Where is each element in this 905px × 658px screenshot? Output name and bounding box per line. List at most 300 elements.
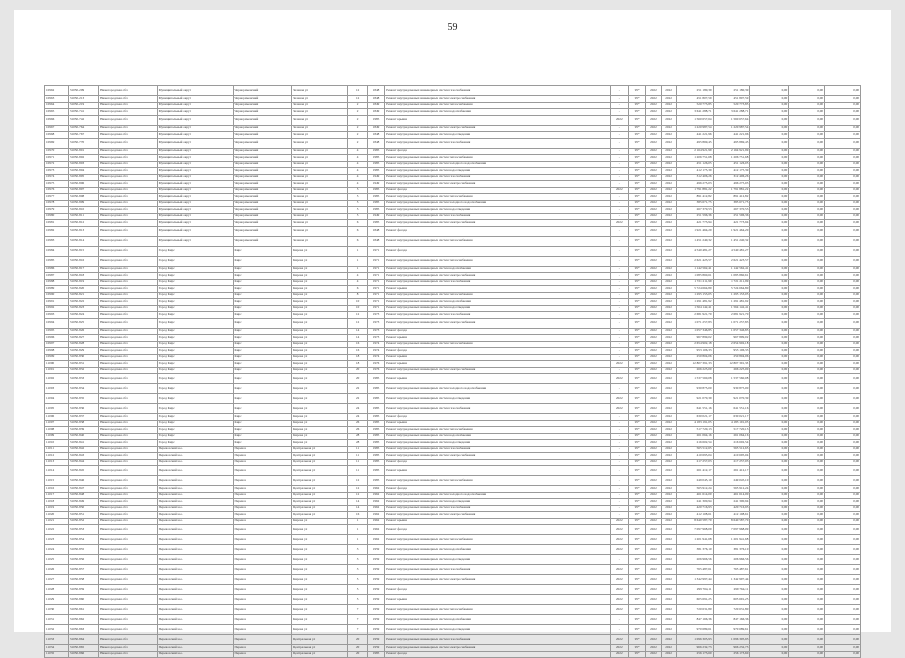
table-cell: 31050-852 [68, 518, 98, 525]
table-cell: 2022 [610, 545, 628, 555]
table-cell: 605 691,25 [713, 595, 750, 605]
table-cell: 10965 [45, 109, 69, 116]
table-cell: 2 [348, 102, 368, 109]
table-cell: - [610, 155, 628, 162]
table-cell: 11034 [45, 645, 69, 652]
table-cell: Ремонт крыши [385, 420, 610, 427]
table-cell: 251 180,39 [713, 86, 750, 96]
table-cell: 1985 [367, 459, 384, 466]
table-cell: 2022 [661, 651, 676, 658]
table-cell: 1 085 860,61 [713, 273, 750, 280]
table-cell: 1 451 240,32 [676, 236, 713, 246]
table-cell: 2022 [646, 109, 661, 116]
table-cell: Ремонт внутридомовых инженерных систем теплоснабжения [385, 194, 610, 201]
table-cell: Перевоз [233, 625, 292, 635]
table-cell: 2022 [661, 535, 676, 545]
table-cell: Кирова ул [292, 565, 348, 575]
table-cell: 412 108,61 [676, 512, 713, 519]
table-cell: 0,00 [825, 318, 861, 328]
table-cell: 95* [629, 312, 646, 319]
table-cell: 95* [629, 440, 646, 447]
table-cell: 0,00 [825, 453, 861, 460]
table-cell: 11019 [45, 505, 69, 512]
table-cell: 2022 [661, 138, 676, 148]
table-cell: Кирс [233, 341, 292, 348]
table-cell: 10984 [45, 246, 69, 256]
table-cell: Нижегородская обл [99, 132, 158, 139]
table-cell: 461 614,00 [713, 492, 750, 499]
table-cell: 0,00 [825, 86, 861, 96]
table-cell: 520 773,85 [713, 102, 750, 109]
table-cell: 0,00 [789, 335, 825, 342]
table-cell: 2022 [661, 433, 676, 440]
table-cell: 0,00 [750, 109, 789, 116]
table-cell: 0,00 [750, 200, 789, 207]
table-cell: 31050-807 [68, 187, 98, 194]
table-cell: Центральная ул [292, 635, 348, 645]
table-cell: 2022 [646, 115, 661, 125]
table-cell: Чернораменский [233, 207, 292, 214]
table-cell: 95* [629, 354, 646, 361]
table-cell: 0,00 [789, 545, 825, 555]
table-cell: Кирс [233, 354, 292, 361]
table-cell: 605 691,25 [676, 595, 713, 605]
table-cell: 11 [348, 466, 368, 476]
table-cell: 2022 [661, 96, 676, 103]
table-cell: 0,00 [789, 651, 825, 658]
table-cell: Ремонт внутридомовых инженерных систем электроснабжения [385, 575, 610, 585]
table-cell: - [610, 459, 628, 466]
table-cell: 31050-850 [68, 505, 98, 512]
table-cell: Зеленая ул [292, 96, 348, 103]
table-cell: Перевозский м.о. [157, 459, 233, 466]
table-cell: Ремонт крыши [385, 466, 610, 476]
table-cell: Чернораменский [233, 86, 292, 96]
table-cell: 10978 [45, 200, 69, 207]
table-cell: 95* [629, 384, 646, 394]
table-cell: 0,00 [750, 585, 789, 595]
table-cell: 28 [348, 440, 368, 447]
table-cell: 95* [629, 404, 646, 414]
table-cell: 1 564 142,41 [713, 305, 750, 312]
table-cell: 95* [629, 132, 646, 139]
table-cell: 0,00 [789, 96, 825, 103]
table-cell: 1849 [367, 109, 384, 116]
table-cell: 10998 [45, 348, 69, 355]
table-cell: 1985 [367, 168, 384, 175]
table-cell: 11032 [45, 625, 69, 635]
table-cell: 0,00 [789, 394, 825, 404]
table-cell: 31050-818 [68, 273, 98, 280]
table-cell: 2022 [661, 440, 676, 447]
table-cell: Зеленая ул [292, 207, 348, 214]
table-cell: 0,00 [789, 499, 825, 506]
table-cell: Нижегородская обл [99, 585, 158, 595]
table-cell: Нижегородская обл [99, 427, 158, 434]
table-cell: 2022 [646, 615, 661, 625]
table-cell: 95* [629, 492, 646, 499]
table-cell: 2022 [661, 555, 676, 565]
table-cell: 0,00 [825, 174, 861, 181]
table-cell: 2022 [646, 605, 661, 615]
table-cell: Кирова ул [292, 384, 348, 394]
table-cell: 11009 [45, 433, 69, 440]
table-cell: Кирова ул [292, 518, 348, 525]
table-cell: 95* [629, 427, 646, 434]
table-cell: 10981 [45, 220, 69, 227]
table-cell: 0,00 [825, 109, 861, 116]
table-cell: 2022 [646, 279, 661, 286]
table-cell: Перевоз [233, 499, 292, 506]
table-cell: 1985 [367, 394, 384, 404]
table-cell: 0,00 [789, 476, 825, 486]
table-cell: 420 716,93 [676, 505, 713, 512]
table-cell: 2022 [661, 318, 676, 328]
table-cell: 10962 [45, 86, 69, 96]
table-cell: 410 695,04 [713, 453, 750, 460]
table-cell: 4 [348, 161, 368, 168]
table-row [45, 575, 861, 585]
table-cell: 2022 [646, 148, 661, 155]
table-cell: 95* [629, 213, 646, 220]
table-cell: 1 342 997,44 [676, 575, 713, 585]
table-cell: - [610, 125, 628, 132]
table-cell: 2022 [646, 181, 661, 188]
table-cell: 0,00 [789, 220, 825, 227]
table-cell: 0,00 [825, 518, 861, 525]
table-cell: 2022 [646, 476, 661, 486]
table-cell: 95* [629, 318, 646, 328]
table-cell: 11013 [45, 459, 69, 466]
table-cell: Ремонт внутридомовых инженерных систем водоотведения [385, 625, 610, 635]
table-cell: Кирова ул [292, 625, 348, 635]
table-cell: 2022 [661, 354, 676, 361]
table-cell: 0,00 [825, 466, 861, 476]
table-cell: 0,00 [750, 635, 789, 645]
table-cell: 31050-801 [68, 148, 98, 155]
table-cell: 441 221,96 [713, 132, 750, 139]
table-cell: Чернораменский [233, 187, 292, 194]
table-cell: 0,00 [750, 213, 789, 220]
table-cell: 0,00 [750, 525, 789, 535]
table-cell: 0,00 [750, 476, 789, 486]
table-cell: 2 164 921,99 [713, 148, 750, 155]
table-cell: 3 [348, 555, 368, 565]
table-cell: 1973 [367, 328, 384, 335]
table-cell: Зеленая ул [292, 187, 348, 194]
table-cell: - [610, 348, 628, 355]
table-cell: 1971 [367, 256, 384, 266]
table-cell: 1985 [367, 420, 384, 427]
table-cell: Ремонт фасада [385, 148, 610, 155]
table-cell: 7 097 968,09 [713, 525, 750, 535]
table-cell: 7 [348, 605, 368, 615]
table-cell: 0,00 [789, 605, 825, 615]
table-cell: 2 [348, 132, 368, 139]
table-cell: 2022 [661, 499, 676, 506]
table-cell: Перевоз [233, 459, 292, 466]
table-cell: 16 [348, 348, 368, 355]
table-cell: 31050-816 [68, 256, 98, 266]
table-cell: 2022 [661, 194, 676, 201]
table-cell: 0,00 [825, 155, 861, 162]
table-cell: 921 070,39 [713, 394, 750, 404]
table-cell: 95* [629, 226, 646, 236]
table-cell: 0,00 [789, 312, 825, 319]
table-cell: 1962 [367, 518, 384, 525]
table-cell: Кирова ул [292, 585, 348, 595]
table-cell: 0,00 [750, 374, 789, 384]
table-cell: 2022 [646, 585, 661, 595]
table-cell: 565 912,24 [676, 486, 713, 493]
table-cell: Ремонт крыши [385, 361, 610, 368]
table-cell: 95* [629, 605, 646, 615]
table-cell: 1971 [367, 286, 384, 293]
table-cell: 31050-831 [68, 361, 98, 368]
table-cell: 312 406,26 [713, 174, 750, 181]
table-cell: 0,00 [825, 433, 861, 440]
table-cell: 891 412,82 [713, 194, 750, 201]
table-cell: 2022 [610, 635, 628, 645]
table-cell: 10971 [45, 155, 69, 162]
table-cell: Нижегородская обл [99, 115, 158, 125]
table-cell: 1 096 305,93 [713, 635, 750, 645]
table-cell: 1985 [367, 187, 384, 194]
table-cell: 11028 [45, 585, 69, 595]
table-cell: 0,00 [750, 433, 789, 440]
table-cell: 2022 [661, 512, 676, 519]
table-cell: 95* [629, 645, 646, 652]
table-cell: 10963 [45, 96, 69, 103]
table-cell: 31050-853 [68, 525, 98, 535]
table-cell: 31050-213 [68, 96, 98, 103]
table-cell: 31050-829 [68, 348, 98, 355]
table-cell: 31050-219 [68, 102, 98, 109]
table-cell: 2022 [646, 512, 661, 519]
table-cell: 0,00 [789, 279, 825, 286]
table-cell: Нижегородская обл [99, 86, 158, 96]
table-cell: Кирс [233, 312, 292, 319]
table-cell: 2022 [646, 625, 661, 635]
table-cell: - [610, 555, 628, 565]
table-cell: 0,00 [789, 132, 825, 139]
table-cell: 2022 [646, 404, 661, 414]
table-cell: Зеленая ул [292, 138, 348, 148]
table-cell: 31050-806 [68, 181, 98, 188]
table-cell: 20 [348, 645, 368, 652]
table-cell: 95* [629, 459, 646, 466]
table-cell: Ремонт внутридомовых инженерных систем теплоснабжения [385, 102, 610, 109]
table-cell: Зеленая ул [292, 102, 348, 109]
table-cell: 0,00 [825, 266, 861, 273]
table-cell: Муниципальный округ [157, 138, 233, 148]
table-cell: Нижегородская обл [99, 459, 158, 466]
table-cell: Перевоз [233, 486, 292, 493]
table-cell: Ремонт внутридомовых инженерных систем водоотведения [385, 305, 610, 312]
table-cell: 0,00 [789, 459, 825, 466]
table-cell: 95* [629, 109, 646, 116]
table-cell: Город Кирс [157, 246, 233, 256]
table-cell: Ремонт фасада [385, 459, 610, 466]
table-cell: 0,00 [789, 200, 825, 207]
table-cell: 2022 [646, 394, 661, 404]
table-cell: 11024 [45, 545, 69, 555]
table-cell: 10988 [45, 279, 69, 286]
table-cell: 495 869,45 [676, 138, 713, 148]
table-cell: 95* [629, 555, 646, 565]
table-cell: - [610, 440, 628, 447]
table-cell: 24 [348, 414, 368, 421]
table-cell: 10972 [45, 161, 69, 168]
table-cell: 2022 [646, 555, 661, 565]
table-cell: 2022 [646, 226, 661, 236]
table-row [45, 555, 861, 565]
table-cell: Город Кирс [157, 433, 233, 440]
table-cell: 95* [629, 305, 646, 312]
table-cell: Нижегородская обл [99, 645, 158, 652]
table-cell: - [610, 86, 628, 96]
table-cell: 5 [348, 595, 368, 605]
table-cell: 31050-847 [68, 486, 98, 493]
table-cell: 2022 [646, 492, 661, 499]
table-cell: 0,00 [825, 125, 861, 132]
table-cell: Зеленая ул [292, 86, 348, 96]
table-cell: Перевозский м.о. [157, 499, 233, 506]
table-cell: 1 537 560,08 [713, 374, 750, 384]
table-cell: Кирова ул [292, 545, 348, 555]
table-cell: 31050-828 [68, 341, 98, 348]
table-cell: Город Кирс [157, 374, 233, 384]
table-cell: 249 045,10 [713, 476, 750, 486]
table-cell: 31050-833 [68, 374, 98, 384]
table-cell: 1 [348, 535, 368, 545]
table-cell: Нижегородская обл [99, 367, 158, 374]
table-cell: - [610, 427, 628, 434]
table-cell: 1971 [367, 292, 384, 299]
table-cell: 0,00 [825, 236, 861, 246]
table-cell: 2022 [646, 518, 661, 525]
table-cell: Ремонт внутридомовых инженерных систем водоснабжения [385, 433, 610, 440]
table-cell: 0,00 [750, 132, 789, 139]
table-cell: Муниципальный округ [157, 194, 233, 201]
table-cell: 7 [348, 625, 368, 635]
table-cell: 1848 [367, 96, 384, 103]
table-cell: 1985 [367, 476, 384, 486]
table-cell: 2022 [661, 299, 676, 306]
table-cell: Кирс [233, 279, 292, 286]
table-cell: 0,00 [750, 446, 789, 453]
table-cell: 31050-851 [68, 512, 98, 519]
table-cell: - [610, 505, 628, 512]
table-cell: 1976 [367, 367, 384, 374]
table-cell: 2022 [646, 246, 661, 256]
table-cell: 2022 [646, 361, 661, 368]
table-cell: 0,00 [789, 512, 825, 519]
table-cell: 970 689,61 [676, 625, 713, 635]
table-cell: 1 206 751,68 [676, 155, 713, 162]
table-cell: 22 [348, 384, 368, 394]
table-cell: Город Кирс [157, 384, 233, 394]
table-cell: 2022 [646, 318, 661, 328]
table-cell: 95* [629, 286, 646, 293]
table-cell: 930 875,00 [713, 384, 750, 394]
table-cell: 2022 [661, 132, 676, 139]
table-cell: 0,00 [789, 595, 825, 605]
table-cell: 2022 [661, 292, 676, 299]
table-cell: 0,00 [789, 174, 825, 181]
table-cell: 2022 [610, 361, 628, 368]
table-cell: 4 [348, 181, 368, 188]
table-cell: Нижегородская обл [99, 256, 158, 266]
table-cell: 1 537 560,08 [676, 374, 713, 384]
table-cell: 0,00 [789, 194, 825, 201]
table-cell: Ремонт внутридомовых инженерных систем водоснабжения [385, 109, 610, 116]
table-cell: 2022 [646, 194, 661, 201]
table-cell: 0,00 [750, 555, 789, 565]
table-cell: 31050-838 [68, 420, 98, 427]
table-cell: 95* [629, 420, 646, 427]
table-cell: Кирова ул [292, 555, 348, 565]
table-cell: Перевозский м.о. [157, 605, 233, 615]
table-cell: 0,00 [750, 367, 789, 374]
table-cell: 0,00 [750, 207, 789, 214]
table-cell: Перевоз [233, 615, 292, 625]
table-cell: Нижегородская обл [99, 102, 158, 109]
table-row [45, 404, 861, 414]
table-cell: - [610, 266, 628, 273]
table-cell: Зеленая ул [292, 236, 348, 246]
table-cell: Город Кирс [157, 367, 233, 374]
table-row [45, 476, 861, 486]
table-cell: 31050-825 [68, 318, 98, 328]
table-cell: Зеленая ул [292, 161, 348, 168]
table-cell: 1959 [367, 585, 384, 595]
table-cell: 2022 [646, 207, 661, 214]
table-cell: 0,00 [750, 427, 789, 434]
table-cell: 95* [629, 266, 646, 273]
table-cell: Нижегородская обл [99, 453, 158, 460]
table-cell: 0,00 [825, 354, 861, 361]
table-cell: 16 [348, 512, 368, 519]
table-cell: 2022 [646, 335, 661, 342]
table-cell: 0,00 [825, 273, 861, 280]
table-cell: 0,00 [789, 414, 825, 421]
table-cell: 4 [348, 148, 368, 155]
table-cell: 11031 [45, 615, 69, 625]
table-cell: Ремонт внутридомовых инженерных систем холодного водоснабжения [385, 161, 610, 168]
table-cell: Ремонт крыши [385, 354, 610, 361]
table-cell: 95* [629, 200, 646, 207]
table-cell: 1 721 211,99 [676, 279, 713, 286]
table-cell: 381 376,10 [713, 545, 750, 555]
table-cell: Перевозский м.о. [157, 525, 233, 535]
table-cell: Нижегородская обл [99, 575, 158, 585]
table-cell: Кирс [233, 318, 292, 328]
table-cell: 0,00 [750, 384, 789, 394]
table-cell: 31050-854 [68, 535, 98, 545]
table-cell: 517 720,13 [676, 427, 713, 434]
table-cell: Ремонт крыши [385, 335, 610, 342]
table-cell: 1849 [367, 102, 384, 109]
table-cell: Перевозский м.о. [157, 615, 233, 625]
table-cell: 1 295 153,05 [676, 292, 713, 299]
table-cell: 2022 [661, 328, 676, 335]
table-cell: Зеленая ул [292, 174, 348, 181]
table-cell: 31050-837 [68, 414, 98, 421]
table-cell: Ремонт внутридомовых инженерных систем электроснабжения [385, 453, 610, 460]
table-cell: Нижегородская обл [99, 236, 158, 246]
table-cell: Муниципальный округ [157, 161, 233, 168]
